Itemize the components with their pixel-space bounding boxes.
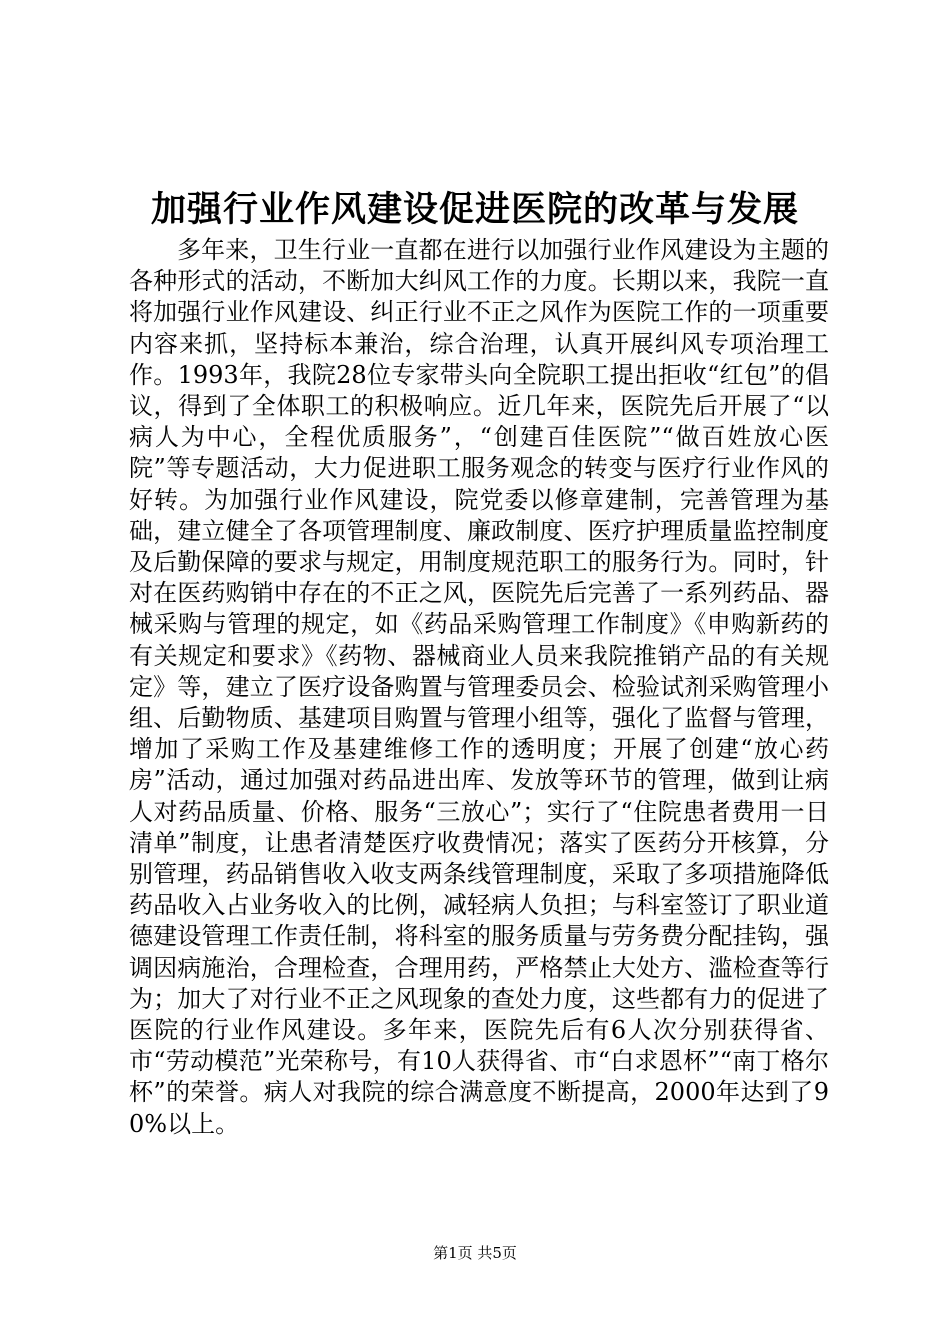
page-number-footer: 第1页 共5页: [433, 1244, 517, 1262]
document-title: 加强行业作风建设促进医院的改革与发展: [150, 189, 799, 230]
body-paragraph: 多年来，卫生行业一直都在进行以加强行业作风建设为主题的各种形式的活动，不断加大纠风工作的力度。长期以来，我院一直将加强行业作风建设、纠正行业不正之风作为医院工作的一项重要内容来抓，坚持标本兼治，综合治理，认真开展纠风专项治理工作。1993年，我院28位专家带头向全院职工提出拒收“红包”的倡议，得到了全体职工的积极响应。近几年来，医院先后开展了“以病人为中心，全程优质服务”，“创建百佳医院”“做百姓放心医院”等专题活动，大力促进职工服务观念的转变与医疗行业作风的好转。为加强行业作风建设，院党委以修章建制，完善管理为基础，建立健全了各项管理制度、廉政制度、医疗护理质量监控制度及后勤保障的要求与规定，用制度规范职工的服务行为。同时，针对在医药购销中存在的不正之风，医院先后完善了一系列药品、器械采购与管理的规定，如《药品采购管理工作制度》《申购新药的有关规定和要求》《药物、器械商业人员来我院推销产品的有关规定》等，建立了医疗设备购置与管理委员会、检验试剂采购管理小组、后勤物质、基建项目购置与管理小组等，强化了监督与管理，增加了采购工作及基建维修工作的透明度；开展了创建“放心药房”活动，通过加强对药品进出库、发放等环节的管理，做到让病人对药品质量、价格、服务“三放心”；实行了“住院患者费用一日清单”制度，让患者清楚医疗收费情况；落实了医药分开核算，分别管理，药品销售收入收支两条线管理制度，采取了多项措施降低药品收入占业务收入的比例，减轻病人负担；与科室签订了职业道德建设管理工作责任制，将科室的服务质量与劳务费分配挂钩，强调因病施治，合理检查，合理用药，严格禁止大处方、滥检查等行为；加大了对行业不正之风现象的查处力度，这些都有力的促进了医院的行业作风建设。多年来，医院先后有6人次分别获得省、市“劳动模范”光荣称号，有10人获得省、市“白求恩杯”“南丁格尔杯”的荣誉。病人对我院的综合满意度不断提高，2000年达到了90%以上。: [129, 236, 829, 1138]
